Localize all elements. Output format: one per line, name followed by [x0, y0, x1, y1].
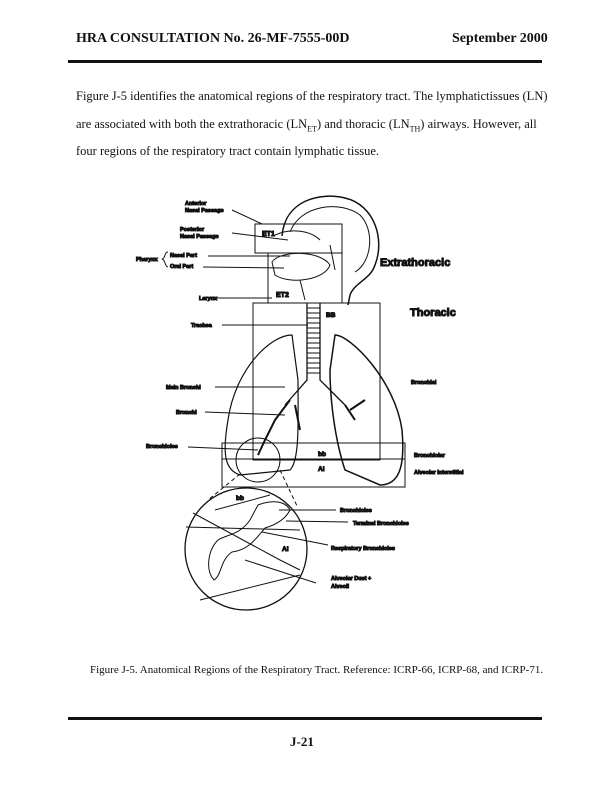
subscript: ET [307, 124, 317, 134]
header-date: September 2000 [452, 31, 548, 46]
text: ) airways. However, all [420, 117, 537, 131]
label-bronchioles-left: Bronchioles [146, 444, 178, 450]
body-line-3: four regions of the respiratory tract contain lymphatic tissue. [76, 144, 380, 158]
text: ) and thoracic (LN [316, 117, 410, 131]
thoracic-box [253, 303, 380, 460]
label-bronchioles-right: Bronchioles [340, 508, 372, 514]
label-posterior-nasal-2: Nasal Passage [180, 234, 219, 240]
label-anterior-nasal-2: Nasal Passage [185, 208, 224, 214]
label-bb-circle: bb [236, 495, 244, 502]
label-et2: ET2 [276, 292, 289, 299]
label-pharynx: Pharynx [136, 257, 158, 263]
body-line-1: Figure J-5 identifies the anatomical regions of the respiratory tract. The lymphatictissues (LN) [76, 89, 548, 103]
page-number: J-21 [290, 734, 314, 749]
label-thoracic: Thoracic [410, 307, 456, 319]
label-nasal-part: Nasal Part [170, 253, 197, 259]
header-title: HRA CONSULTATION No. 26-MF-7555-00D [76, 31, 350, 46]
label-bb-band: bb [318, 451, 326, 458]
head-inner-outline [290, 207, 370, 272]
label-trachea: Trachea [191, 323, 212, 329]
bronchi-branches [258, 400, 365, 455]
subscript: TH [409, 124, 421, 134]
trachea-rings [307, 308, 320, 373]
label-bb-upper: BB [326, 312, 336, 319]
label-alveolar-duct-1: Alveolar Duct + [331, 576, 372, 582]
label-alveolar-duct-2: Alveoli [331, 584, 350, 590]
label-respiratory-bronchioles: Respiratory Bronchioles [331, 546, 395, 552]
magnify-circle-large [185, 488, 307, 610]
label-ai-circle: AI [282, 546, 289, 553]
et1-box [255, 224, 342, 253]
label-bronchial: Bronchial [411, 380, 437, 386]
right-lung [330, 335, 403, 485]
figure-caption: Figure J-5. Anatomical Regions of the Respiratory Tract. Reference: ICRP-66, ICRP-68, and ICRP-71. [90, 664, 544, 676]
nasal-oral-cavity [272, 231, 335, 300]
label-oral-part: Oral Part [170, 264, 194, 270]
label-alveolar-interstitial: Alveolar Interstitial [414, 470, 464, 476]
head-outline [282, 196, 379, 305]
label-extrathoracic: Extrathoracic [380, 257, 451, 269]
dashed-connector-right [280, 470, 298, 508]
label-ai-band: AI [318, 466, 325, 473]
text: are associated with both the extrathoracic (LN [76, 117, 308, 131]
label-main-bronchi: Main Bronchi [166, 385, 201, 391]
alveoli-shape [209, 502, 290, 580]
label-bronchi: Bronchi [176, 410, 197, 416]
label-bronchiolar: Bronchiolar [414, 453, 445, 459]
label-anterior-nasal-1: Anterior [185, 201, 207, 207]
footer-rule [68, 717, 542, 720]
label-et1: ET1 [262, 231, 275, 238]
label-larynx: Larynx [199, 296, 218, 302]
label-terminal-bronchioles: Terminal Bronchioles [353, 521, 409, 527]
label-posterior-nasal-1: Posterior [180, 227, 205, 233]
